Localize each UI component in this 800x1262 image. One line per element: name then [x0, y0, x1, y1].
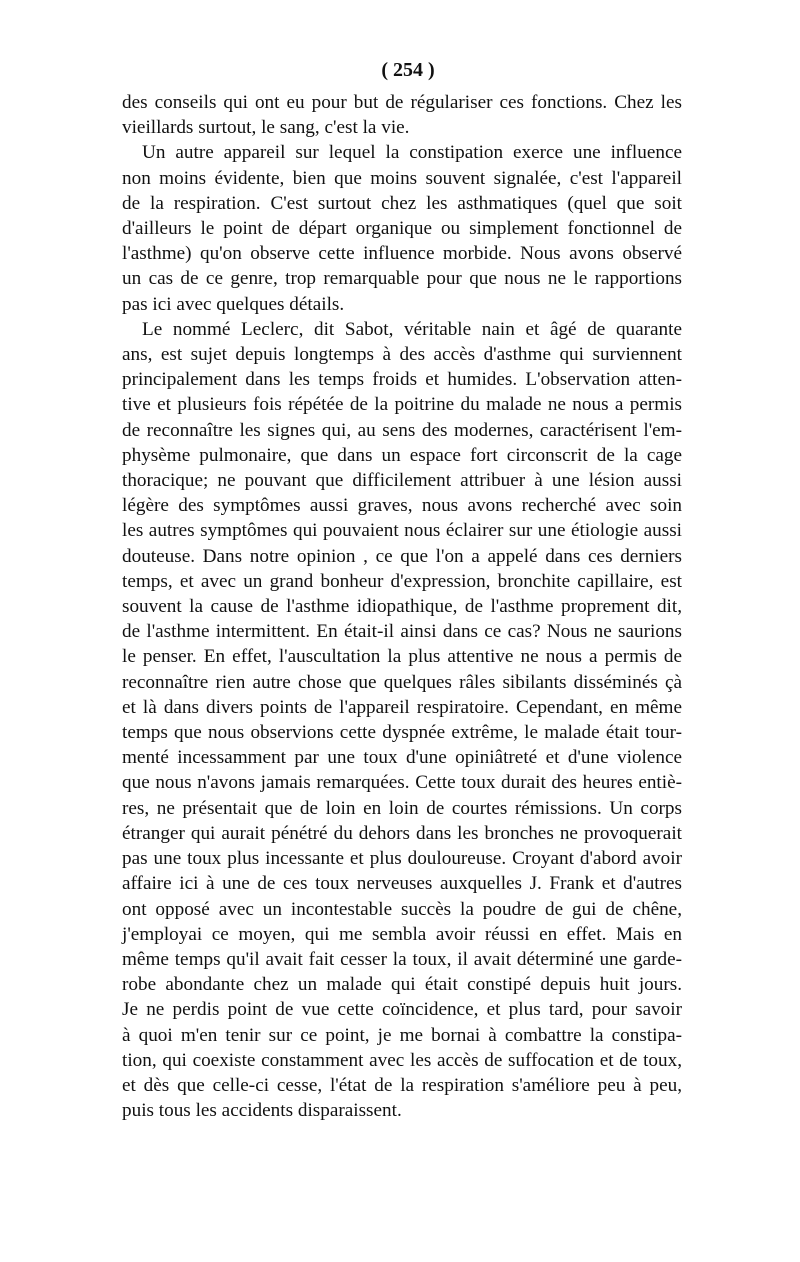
- text-line: ans, est sujet depuis longtemps à des accès d'asthme qui surviennent: [122, 344, 682, 366]
- text-line: temps, et avec un grand bonheur d'expression, bronchite capillaire, est: [122, 570, 682, 592]
- text-line: des conseils qui ont eu pour but de régulariser ces fonctions. Chez les: [122, 92, 682, 113]
- paragraph: [122, 90, 682, 140]
- page-number: ( 254 ): [381, 59, 435, 81]
- text-line: non moins évidente, bien que moins souvent signalée, c'est l'appareil: [122, 167, 682, 189]
- text-line: vieillards surtout, le sang, c'est la vie.: [122, 117, 410, 139]
- text-line: à quoi m'en tenir sur ce point, je me bornai à combattre la constipa-: [122, 1024, 682, 1046]
- text-line: reconnaître rien autre chose que quelques râles sibilants disséminés çà: [122, 671, 682, 693]
- text-line: thoracique; ne pouvant que difficilement attribuer à une lésion aussi: [122, 470, 682, 492]
- text-line: pas ici avec quelques détails.: [122, 293, 345, 315]
- text-line: ont opposé avec un incontestable succès la poudre de gui de chêne,: [122, 898, 682, 920]
- text-line: tion, qui coexiste constamment avec les accès de suffocation et de toux,: [122, 1049, 682, 1071]
- text-line: Le nommé Leclerc, dit Sabot, véritable nain et âgé de quarante: [142, 318, 682, 340]
- text-line: étranger qui aurait pénétré du dehors dans les bronches ne provoquerait: [122, 822, 682, 844]
- page-text: [122, 90, 682, 1123]
- text-line: de l'asthme intermittent. En était-il ainsi dans ce cas? Nous ne saurions: [122, 621, 682, 643]
- paragraph: [122, 317, 682, 1124]
- text-line: Un autre appareil sur lequel la constipation exerce une influence: [142, 142, 682, 164]
- text-line: l'asthme) qu'on observe cette influence morbide. Nous avons observé: [122, 243, 682, 265]
- text-line: affaire ici à une de ces toux nerveuses auxquelles J. Frank et d'autres: [122, 873, 682, 895]
- text-line: souvent la cause de l'asthme idiopathique, de l'asthme proprement dit,: [122, 596, 682, 618]
- text-line: j'employai ce moyen, qui me sembla avoir réussi en effet. Mais en: [122, 923, 682, 945]
- text-line: temps que nous observions cette dyspnée extrême, le malade était tour-: [122, 722, 682, 744]
- text-line: principalement dans les temps froids et humides. L'observation atten-: [122, 369, 682, 391]
- text-line: robe abondante chez un malade qui était constipé depuis huit jours.: [122, 974, 682, 996]
- paragraph: [122, 140, 682, 316]
- text-line: le penser. En effet, l'auscultation la plus attentive ne nous a permis de: [122, 646, 682, 668]
- text-line: et dès que celle-ci cesse, l'état de la respiration s'améliore peu à peu,: [122, 1074, 682, 1096]
- book-page: [122, 58, 682, 1123]
- text-line: Je ne perdis point de vue cette coïncidence, et plus tard, pour savoir: [122, 999, 682, 1021]
- text-line: res, ne présentait que de loin en loin de courtes rémissions. Un corps: [122, 797, 682, 819]
- text-line: physème pulmonaire, que dans un espace fort circonscrit de la cage: [122, 444, 682, 466]
- text-line: de la respiration. C'est surtout chez les asthmatiques (quel que soit: [122, 192, 682, 214]
- text-line: légère des symptômes aussi graves, nous avons recherché avec soin: [122, 495, 682, 517]
- text-line: d'ailleurs le point de départ organique ou simplement fonctionnel de: [122, 218, 682, 240]
- text-line: même temps qu'il avait fait cesser la toux, il avait déterminé une garde-: [122, 948, 682, 970]
- text-line: les autres symptômes qui pouvaient nous éclairer sur une étiologie aussi: [122, 520, 682, 542]
- text-line: et là dans divers points de l'appareil respiratoire. Cependant, en même: [122, 696, 682, 718]
- text-line: un cas de ce genre, trop remarquable pour que nous ne le rapportions: [122, 268, 682, 290]
- text-line: menté incessamment par une toux d'une opiniâtreté et d'une violence: [122, 747, 682, 769]
- text-line: que nous n'avons jamais remarquées. Cette toux durait des heures entiè-: [122, 772, 682, 794]
- text-line: puis tous les accidents disparaissent.: [122, 1100, 402, 1122]
- text-line: douteuse. Dans notre opinion , ce que l'on a appelé dans ces derniers: [122, 545, 682, 567]
- text-line: pas une toux plus incessante et plus douloureuse. Croyant d'abord avoir: [122, 848, 682, 870]
- text-line: tive et plusieurs fois répétée de la poitrine du malade ne nous a permis: [122, 394, 682, 416]
- text-line: de reconnaître les signes qui, au sens des modernes, caractérisent l'em-: [122, 419, 682, 441]
